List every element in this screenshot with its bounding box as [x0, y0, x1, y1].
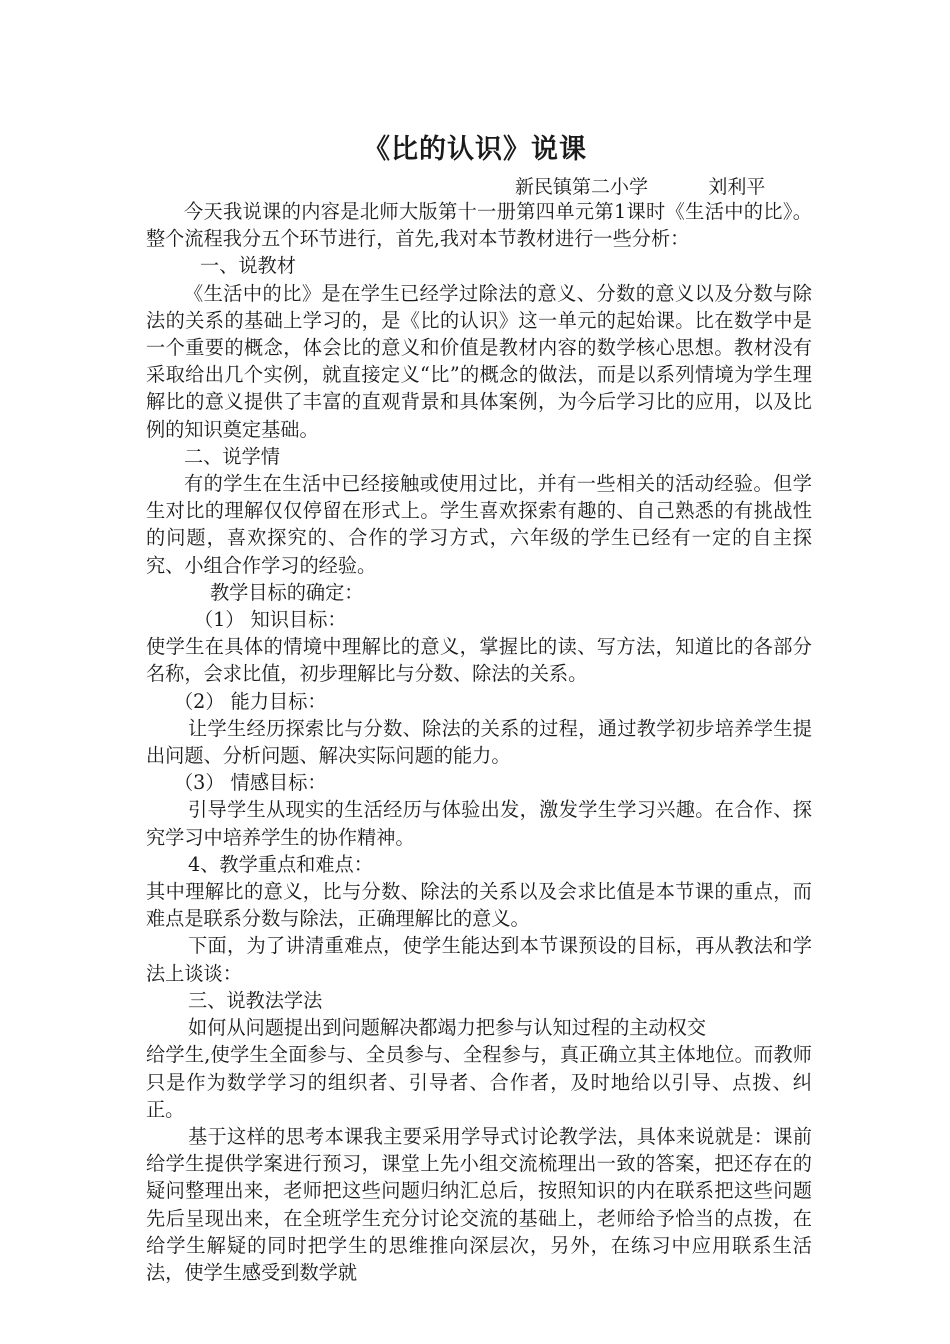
textbook-paragraph: 《生活中的比》是在学生已经学过除法的意义、分数的意义以及分数与除法的关系的基础上学习的，是《比的认识》这一单元的起始课。比在数学中是一个重要的概念，体会比的意义和价值是教材内容的数学核心思想。教材没有采取给出几个实例，就直接定义“比”的概念的做法，而是以系列情境为学生理解比的意义提供了丰富的直观背景和具体案例，为今后学习比的应用，以及比例的知识奠定基础。 [146, 281, 812, 441]
goal-ability-heading: （2） 能力目标： [174, 689, 327, 713]
transition-paragraph: 下面，为了讲清重难点，使学生能达到本节课预设的目标，再从教法和学法上谈谈： [146, 934, 812, 985]
section-heading-methods: 三、说教法学法 [188, 988, 323, 1012]
document-title: 《比的认识》说课 [363, 134, 587, 165]
goal-ability-text: 让学生经历探索比与分数、除法的关系的过程，通过教学初步培养学生提出问题、分析问题、解决实际问题的能力。 [146, 716, 812, 768]
intro-paragraph: 今天我说课的内容是北师大版第十一册第四单元第1课时《生活中的比》。整个流程我分五个环节进行，首先,我对本节教材进行一些分析： [146, 200, 812, 251]
approach-paragraph: 基于这样的思考本课我主要采用学导式讨论教学法，具体来说就是：课前给学生提供学案进行预习，课堂上先小组交流梳理出一致的答案，把还存在的疑问整理出来，老师把这些问题归纳汇总后，按照知识的内在联系把这些问题先后呈现出来，在全班学生充分讨论交流的基础上，老师给予恰当的点拨，在给学生解疑的同时把学生的思维推向深层次，另外，在练习中应用联系生活法，使学生感受到数学就 [146, 1124, 812, 1284]
goal-emotion-heading: （3） 情感目标： [174, 771, 327, 795]
goal-emotion-text: 引导学生从现实的生活经历与体验出发，激发学生学习兴趣。在合作、探究学习中培养学生的协作精神。 [146, 798, 812, 849]
section-heading-textbook: 一、说教材 [200, 254, 296, 278]
goal-knowledge-heading: （1） 知识目标： [194, 608, 347, 632]
key-points-heading: 4、教学重点和难点： [188, 852, 373, 876]
methods-paragraph: 给学生,使学生全面参与、全员参与、全程参与，真正确立其主体地位。而教师只是作为数学学习的组织者、引导者、合作者，及时地给以引导、点拨、纠正。 [146, 1043, 812, 1121]
section-heading-students: 二、说学情 [184, 444, 280, 468]
goals-heading: 教学目标的确定： [210, 580, 364, 604]
methods-paragraph-lead: 如何从问题提出到问题解决都竭力把参与认知过程的主动权交 [188, 1016, 707, 1040]
key-points-text: 其中理解比的意义，比与分数、除法的关系以及会求比值是本节课的重点，而难点是联系分数与除法，正确理解比的意义。 [146, 880, 812, 931]
document-body [146, 198, 812, 1286]
goal-knowledge-text: 使学生在具体的情境中理解比的意义，掌握比的读、写方法，知道比的各部分名称，会求比值，初步理解比与分数、除法的关系。 [146, 635, 812, 686]
students-paragraph: 有的学生在生活中已经接触或使用过比，并有一些相关的活动经验。但学生对比的理解仅仅停留在形式上。学生喜欢探索有趣的、自己熟悉的有挑战性的问题，喜欢探究的、合作的学习方式，六年级的学生已经有一定的自主探究、小组合作学习的经验。 [146, 472, 812, 577]
author-line: 新民镇第二小学 刘利平 [515, 176, 766, 198]
